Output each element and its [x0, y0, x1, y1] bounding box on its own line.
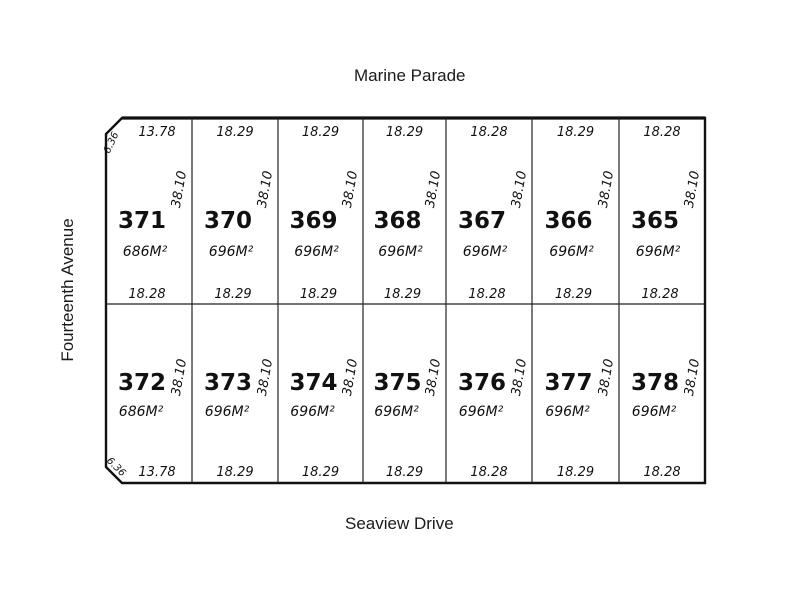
lot-number: 366 — [544, 208, 593, 234]
lot-area: 696M² — [631, 404, 677, 420]
street-label-seaview-drive: Seaview Drive — [345, 514, 454, 533]
depth-dimension: 38.10 — [339, 169, 362, 210]
depth-dimension: 38.10 — [254, 169, 277, 210]
lot-area: 696M² — [545, 404, 590, 420]
frontage-dimension: 18.28 — [643, 465, 681, 480]
depth-dimension: 38.10 — [681, 169, 704, 210]
frontage-dimension: 18.28 — [643, 125, 681, 140]
street-label-marine-parade: Marine Parade — [354, 66, 466, 85]
lot-area: 696M² — [462, 244, 508, 260]
rear-dimension: 18.29 — [383, 287, 422, 302]
rear-dimension: 18.29 — [554, 287, 593, 302]
lot-area: 686M² — [122, 244, 168, 260]
frontage-dimension: 18.29 — [385, 125, 424, 140]
lot-area: 696M² — [549, 244, 594, 260]
depth-dimension: 38.10 — [508, 357, 531, 398]
lot-number: 371 — [117, 208, 167, 234]
frontage-dimension: 18.29 — [301, 465, 340, 480]
rear-dimension: 18.29 — [299, 287, 338, 302]
depth-dimension: 38.10 — [168, 357, 191, 398]
lot-number: 375 — [373, 370, 422, 396]
lot-area: 696M² — [458, 404, 504, 420]
lot-area: 696M² — [378, 244, 423, 260]
frontage-dimension: 13.78 — [138, 465, 176, 480]
frontage-dimension: 18.29 — [556, 125, 595, 140]
rear-dimension: 18.28 — [128, 287, 166, 302]
corner-truncation-label: 6.36 — [104, 455, 128, 479]
lot-number: 373 — [203, 370, 253, 396]
lot-number: 376 — [457, 370, 507, 396]
corner-truncation-label: 6.36 — [102, 130, 122, 156]
depth-dimension: 38.10 — [681, 357, 704, 398]
lot-number: 378 — [630, 370, 680, 396]
lot-number: 377 — [544, 370, 593, 396]
lot-number: 374 — [289, 370, 338, 396]
lot-area: 696M² — [374, 404, 419, 420]
lot-number: 368 — [373, 208, 422, 234]
frontage-dimension: 18.28 — [470, 465, 508, 480]
lot-number: 369 — [289, 208, 338, 234]
depth-dimension: 38.10 — [595, 169, 618, 210]
depth-dimension: 38.10 — [168, 169, 191, 210]
frontage-dimension: 18.29 — [216, 465, 254, 480]
depth-dimension: 38.10 — [422, 169, 445, 210]
lot-area: 696M² — [290, 404, 335, 420]
depth-dimension: 38.10 — [595, 357, 618, 398]
lot-number: 370 — [203, 208, 253, 234]
frontage-dimension: 18.29 — [385, 465, 424, 480]
lot-number: 367 — [457, 208, 507, 234]
lot-area: 696M² — [294, 244, 339, 260]
frontage-dimension: 18.29 — [556, 465, 595, 480]
street-label-fourteenth-avenue: Fourteenth Avenue — [58, 218, 77, 362]
frontage-dimension: 18.28 — [470, 125, 508, 140]
lot-number: 365 — [630, 208, 680, 234]
frontage-dimension: 18.29 — [301, 125, 340, 140]
lot-area: 696M² — [635, 244, 681, 260]
rear-dimension: 18.28 — [468, 287, 506, 302]
depth-dimension: 38.10 — [422, 357, 445, 398]
lot-number: 372 — [117, 370, 167, 396]
depth-dimension: 38.10 — [339, 357, 362, 398]
lot-area: 696M² — [204, 404, 250, 420]
frontage-dimension: 18.29 — [216, 125, 254, 140]
depth-dimension: 38.10 — [508, 169, 531, 210]
depth-dimension: 38.10 — [254, 357, 277, 398]
rear-dimension: 18.29 — [214, 287, 252, 302]
lot-area: 686M² — [118, 404, 164, 420]
frontage-dimension: 13.78 — [138, 125, 176, 140]
rear-dimension: 18.28 — [641, 287, 679, 302]
lot-area: 696M² — [208, 244, 254, 260]
